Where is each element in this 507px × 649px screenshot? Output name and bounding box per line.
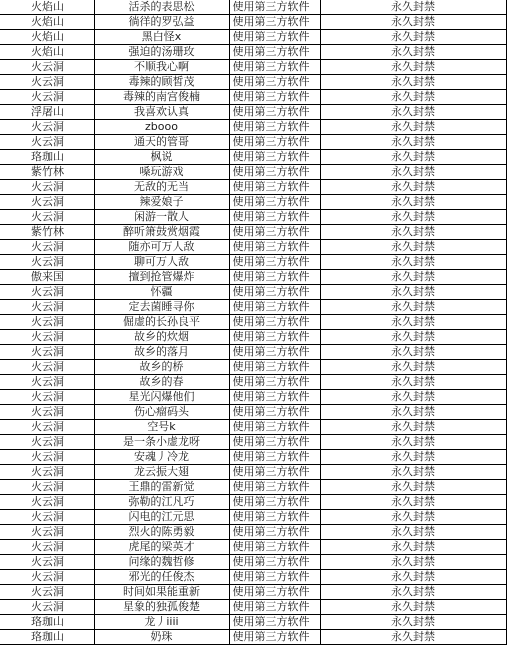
penalty-cell[interactable]: 永久封禁	[320, 360, 506, 375]
penalty-cell[interactable]: 永久封禁	[320, 630, 506, 645]
reason-cell[interactable]: 使用第三方软件	[229, 555, 320, 570]
penalty-cell[interactable]: 永久封禁	[320, 450, 506, 465]
server-cell[interactable]: 火云洞	[0, 480, 94, 495]
server-cell[interactable]: 珞珈山	[0, 150, 94, 165]
penalty-cell[interactable]: 永久封禁	[320, 15, 506, 30]
reason-cell[interactable]: 使用第三方软件	[229, 60, 320, 75]
player-name-cell[interactable]: 虎尾的梁英才	[94, 540, 229, 555]
penalty-cell[interactable]: 永久封禁	[320, 585, 506, 600]
player-name-cell[interactable]: 黑白怪x	[94, 30, 229, 45]
table-row[interactable]	[0, 105, 507, 120]
server-cell[interactable]: 火云洞	[0, 450, 94, 465]
player-name-cell[interactable]: 我喜欢认真	[94, 105, 229, 120]
table-row[interactable]	[0, 15, 507, 30]
penalty-cell[interactable]: 永久封禁	[320, 600, 506, 615]
penalty-cell[interactable]: 永久封禁	[320, 315, 506, 330]
table-row[interactable]	[0, 630, 507, 645]
penalty-cell[interactable]: 永久封禁	[320, 150, 506, 165]
table-row[interactable]	[0, 345, 507, 360]
table-row[interactable]	[0, 240, 507, 255]
player-name-cell[interactable]: 不顺我心啊	[94, 60, 229, 75]
table-row[interactable]	[0, 0, 507, 15]
reason-cell[interactable]: 使用第三方软件	[229, 435, 320, 450]
server-cell[interactable]: 珞珈山	[0, 615, 94, 630]
penalty-cell[interactable]: 永久封禁	[320, 135, 506, 150]
server-cell[interactable]: 火云洞	[0, 75, 94, 90]
player-name-cell[interactable]: 故乡的桥	[94, 360, 229, 375]
reason-cell[interactable]: 使用第三方软件	[229, 360, 320, 375]
reason-cell[interactable]: 使用第三方软件	[229, 270, 320, 285]
table-row[interactable]	[0, 480, 507, 495]
penalty-cell[interactable]: 永久封禁	[320, 225, 506, 240]
reason-cell[interactable]: 使用第三方软件	[229, 300, 320, 315]
table-row[interactable]	[0, 135, 507, 150]
player-name-cell[interactable]: 枫说	[94, 150, 229, 165]
player-name-cell[interactable]: 闲游一散人	[94, 210, 229, 225]
reason-cell[interactable]: 使用第三方软件	[229, 480, 320, 495]
penalty-cell[interactable]: 永久封禁	[320, 180, 506, 195]
penalty-cell[interactable]: 永久封禁	[320, 120, 506, 135]
reason-cell[interactable]: 使用第三方软件	[229, 330, 320, 345]
player-name-cell[interactable]: 空号k	[94, 420, 229, 435]
table-row[interactable]	[0, 615, 507, 630]
reason-cell[interactable]: 使用第三方软件	[229, 345, 320, 360]
reason-cell[interactable]: 使用第三方软件	[229, 450, 320, 465]
server-cell[interactable]: 火云洞	[0, 435, 94, 450]
table-row[interactable]	[0, 375, 507, 390]
player-name-cell[interactable]: 安魂丿冷龙	[94, 450, 229, 465]
player-name-cell[interactable]: 故乡的落月	[94, 345, 229, 360]
reason-cell[interactable]: 使用第三方软件	[229, 165, 320, 180]
penalty-cell[interactable]: 永久封禁	[320, 420, 506, 435]
table-row[interactable]	[0, 360, 507, 375]
table-row[interactable]	[0, 390, 507, 405]
penalty-cell[interactable]: 永久封禁	[320, 75, 506, 90]
player-name-cell[interactable]: 时间如果能重新	[94, 585, 229, 600]
reason-cell[interactable]: 使用第三方软件	[229, 180, 320, 195]
reason-cell[interactable]: 使用第三方软件	[229, 0, 320, 15]
server-cell[interactable]: 珞珈山	[0, 630, 94, 645]
player-name-cell[interactable]: 星光闪爆他们	[94, 390, 229, 405]
reason-cell[interactable]: 使用第三方软件	[229, 315, 320, 330]
reason-cell[interactable]: 使用第三方软件	[229, 195, 320, 210]
player-name-cell[interactable]: 烈火的陈勇毅	[94, 525, 229, 540]
player-name-cell[interactable]: 倔虚的长孙良平	[94, 315, 229, 330]
reason-cell[interactable]: 使用第三方软件	[229, 75, 320, 90]
penalty-cell[interactable]: 永久封禁	[320, 90, 506, 105]
penalty-cell[interactable]: 永久封禁	[320, 540, 506, 555]
server-cell[interactable]: 火焰山	[0, 15, 94, 30]
table-row[interactable]	[0, 405, 507, 420]
server-cell[interactable]: 火云洞	[0, 390, 94, 405]
penalty-cell[interactable]: 永久封禁	[320, 45, 506, 60]
penalty-cell[interactable]: 永久封禁	[320, 60, 506, 75]
player-name-cell[interactable]: 问缘的魏哲修	[94, 555, 229, 570]
server-cell[interactable]: 火云洞	[0, 375, 94, 390]
table-row[interactable]	[0, 225, 507, 240]
server-cell[interactable]: 火云洞	[0, 180, 94, 195]
player-name-cell[interactable]: 闪电的江元思	[94, 510, 229, 525]
reason-cell[interactable]: 使用第三方软件	[229, 135, 320, 150]
reason-cell[interactable]: 使用第三方软件	[229, 465, 320, 480]
table-row[interactable]	[0, 300, 507, 315]
reason-cell[interactable]: 使用第三方软件	[229, 600, 320, 615]
player-name-cell[interactable]: 弥勒的江凡巧	[94, 495, 229, 510]
reason-cell[interactable]: 使用第三方软件	[229, 390, 320, 405]
reason-cell[interactable]: 使用第三方软件	[229, 540, 320, 555]
reason-cell[interactable]: 使用第三方软件	[229, 45, 320, 60]
penalty-cell[interactable]: 永久封禁	[320, 345, 506, 360]
table-row[interactable]	[0, 165, 507, 180]
reason-cell[interactable]: 使用第三方软件	[229, 510, 320, 525]
player-name-cell[interactable]: 是一条小虚龙呀	[94, 435, 229, 450]
reason-cell[interactable]: 使用第三方软件	[229, 495, 320, 510]
server-cell[interactable]: 火焰山	[0, 30, 94, 45]
table-row[interactable]	[0, 195, 507, 210]
penalty-cell[interactable]: 永久封禁	[320, 285, 506, 300]
player-name-cell[interactable]: 强迫的汤珊玫	[94, 45, 229, 60]
server-cell[interactable]: 火云洞	[0, 330, 94, 345]
penalty-cell[interactable]: 永久封禁	[320, 615, 506, 630]
reason-cell[interactable]: 使用第三方软件	[229, 15, 320, 30]
table-row[interactable]	[0, 330, 507, 345]
server-cell[interactable]: 火云洞	[0, 540, 94, 555]
penalty-cell[interactable]: 永久封禁	[320, 570, 506, 585]
penalty-cell[interactable]: 永久封禁	[320, 270, 506, 285]
table-row[interactable]	[0, 555, 507, 570]
penalty-cell[interactable]: 永久封禁	[320, 240, 506, 255]
penalty-cell[interactable]: 永久封禁	[320, 30, 506, 45]
reason-cell[interactable]: 使用第三方软件	[229, 375, 320, 390]
player-name-cell[interactable]: 故乡的春	[94, 375, 229, 390]
reason-cell[interactable]: 使用第三方软件	[229, 30, 320, 45]
table-row[interactable]	[0, 285, 507, 300]
server-cell[interactable]: 火云洞	[0, 315, 94, 330]
reason-cell[interactable]: 使用第三方软件	[229, 120, 320, 135]
table-row[interactable]	[0, 585, 507, 600]
table-row[interactable]	[0, 120, 507, 135]
server-cell[interactable]: 火云洞	[0, 255, 94, 270]
player-name-cell[interactable]: 随亦可万人敌	[94, 240, 229, 255]
player-name-cell[interactable]: 龙云振大翅	[94, 465, 229, 480]
table-row[interactable]	[0, 495, 507, 510]
penalty-cell[interactable]: 永久封禁	[320, 195, 506, 210]
player-name-cell[interactable]: 龙丿iiii	[94, 615, 229, 630]
server-cell[interactable]: 火云洞	[0, 510, 94, 525]
server-cell[interactable]: 紫竹林	[0, 225, 94, 240]
penalty-cell[interactable]: 永久封禁	[320, 330, 506, 345]
penalty-cell[interactable]: 永久封禁	[320, 510, 506, 525]
player-name-cell[interactable]: 擅到抢管爆炸	[94, 270, 229, 285]
player-name-cell[interactable]: 活杀的表思松	[94, 0, 229, 15]
table-row[interactable]	[0, 540, 507, 555]
penalty-cell[interactable]: 永久封禁	[320, 0, 506, 15]
server-cell[interactable]: 火云洞	[0, 360, 94, 375]
reason-cell[interactable]: 使用第三方软件	[229, 210, 320, 225]
server-cell[interactable]: 火云洞	[0, 585, 94, 600]
reason-cell[interactable]: 使用第三方软件	[229, 525, 320, 540]
reason-cell[interactable]: 使用第三方软件	[229, 405, 320, 420]
reason-cell[interactable]: 使用第三方软件	[229, 420, 320, 435]
penalty-cell[interactable]: 永久封禁	[320, 390, 506, 405]
table-row[interactable]	[0, 510, 507, 525]
player-name-cell[interactable]: 徜徉的罗弘益	[94, 15, 229, 30]
player-name-cell[interactable]: 怀疆	[94, 285, 229, 300]
server-cell[interactable]: 火云洞	[0, 570, 94, 585]
table-row[interactable]	[0, 210, 507, 225]
reason-cell[interactable]: 使用第三方软件	[229, 90, 320, 105]
server-cell[interactable]: 火云洞	[0, 135, 94, 150]
table-row[interactable]	[0, 90, 507, 105]
penalty-cell[interactable]: 永久封禁	[320, 300, 506, 315]
server-cell[interactable]: 火云洞	[0, 345, 94, 360]
table-row[interactable]	[0, 255, 507, 270]
reason-cell[interactable]: 使用第三方软件	[229, 150, 320, 165]
server-cell[interactable]: 火云洞	[0, 420, 94, 435]
server-cell[interactable]: 火焰山	[0, 0, 94, 15]
penalty-cell[interactable]: 永久封禁	[320, 105, 506, 120]
table-row[interactable]	[0, 150, 507, 165]
reason-cell[interactable]: 使用第三方软件	[229, 240, 320, 255]
player-name-cell[interactable]: 无敌的无当	[94, 180, 229, 195]
server-cell[interactable]: 火云洞	[0, 90, 94, 105]
player-name-cell[interactable]: zbooo	[94, 120, 229, 135]
player-name-cell[interactable]: 辣爱娘子	[94, 195, 229, 210]
player-name-cell[interactable]: 毒辣的南宫俊楠	[94, 90, 229, 105]
table-row[interactable]	[0, 525, 507, 540]
table-row[interactable]	[0, 465, 507, 480]
player-name-cell[interactable]: 伤心瘤码头	[94, 405, 229, 420]
server-cell[interactable]: 火云洞	[0, 240, 94, 255]
table-row[interactable]	[0, 435, 507, 450]
player-name-cell[interactable]: 嗓玩游戏	[94, 165, 229, 180]
player-name-cell[interactable]: 王鼎的雷新觉	[94, 480, 229, 495]
table-row[interactable]	[0, 75, 507, 90]
player-name-cell[interactable]: 故乡的炊烟	[94, 330, 229, 345]
penalty-cell[interactable]: 永久封禁	[320, 210, 506, 225]
reason-cell[interactable]: 使用第三方软件	[229, 570, 320, 585]
penalty-cell[interactable]: 永久封禁	[320, 375, 506, 390]
player-name-cell[interactable]: 聊可万人敌	[94, 255, 229, 270]
penalty-cell[interactable]: 永久封禁	[320, 435, 506, 450]
reason-cell[interactable]: 使用第三方软件	[229, 225, 320, 240]
server-cell[interactable]: 火云洞	[0, 525, 94, 540]
penalty-cell[interactable]: 永久封禁	[320, 465, 506, 480]
reason-cell[interactable]: 使用第三方软件	[229, 105, 320, 120]
table-row[interactable]	[0, 30, 507, 45]
player-name-cell[interactable]: 邪光的任俊杰	[94, 570, 229, 585]
reason-cell[interactable]: 使用第三方软件	[229, 615, 320, 630]
reason-cell[interactable]: 使用第三方软件	[229, 285, 320, 300]
table-row[interactable]	[0, 570, 507, 585]
server-cell[interactable]: 火云洞	[0, 210, 94, 225]
server-cell[interactable]: 火云洞	[0, 465, 94, 480]
table-row[interactable]	[0, 45, 507, 60]
server-cell[interactable]: 火云洞	[0, 495, 94, 510]
server-cell[interactable]: 火云洞	[0, 195, 94, 210]
penalty-cell[interactable]: 永久封禁	[320, 480, 506, 495]
penalty-cell[interactable]: 永久封禁	[320, 405, 506, 420]
server-cell[interactable]: 火云洞	[0, 285, 94, 300]
player-name-cell[interactable]: 定去菌睡寻你	[94, 300, 229, 315]
penalty-cell[interactable]: 永久封禁	[320, 525, 506, 540]
penalty-cell[interactable]: 永久封禁	[320, 165, 506, 180]
player-name-cell[interactable]: 星象的独孤俊楚	[94, 600, 229, 615]
table-row[interactable]	[0, 600, 507, 615]
server-cell[interactable]: 火云洞	[0, 555, 94, 570]
penalty-cell[interactable]: 永久封禁	[320, 555, 506, 570]
table-row[interactable]	[0, 60, 507, 75]
reason-cell[interactable]: 使用第三方软件	[229, 630, 320, 645]
table-row[interactable]	[0, 420, 507, 435]
player-name-cell[interactable]: 醉听箫鼓赏烟霞	[94, 225, 229, 240]
reason-cell[interactable]: 使用第三方软件	[229, 585, 320, 600]
server-cell[interactable]: 火云洞	[0, 600, 94, 615]
table-row[interactable]	[0, 180, 507, 195]
server-cell[interactable]: 浮屠山	[0, 105, 94, 120]
server-cell[interactable]: 火云洞	[0, 60, 94, 75]
table-row[interactable]	[0, 315, 507, 330]
server-cell[interactable]: 火焰山	[0, 45, 94, 60]
server-cell[interactable]: 紫竹林	[0, 165, 94, 180]
table-row[interactable]	[0, 450, 507, 465]
player-name-cell[interactable]: 毒辣的顾皙茂	[94, 75, 229, 90]
server-cell[interactable]: 火云洞	[0, 300, 94, 315]
player-name-cell[interactable]: 通天的管哥	[94, 135, 229, 150]
server-cell[interactable]: 火云洞	[0, 120, 94, 135]
server-cell[interactable]: 火云洞	[0, 405, 94, 420]
table-row[interactable]	[0, 270, 507, 285]
reason-cell[interactable]: 使用第三方软件	[229, 255, 320, 270]
penalty-cell[interactable]: 永久封禁	[320, 255, 506, 270]
server-cell[interactable]: 傲来国	[0, 270, 94, 285]
penalty-cell[interactable]: 永久封禁	[320, 495, 506, 510]
player-name-cell[interactable]: 奶珠	[94, 630, 229, 645]
